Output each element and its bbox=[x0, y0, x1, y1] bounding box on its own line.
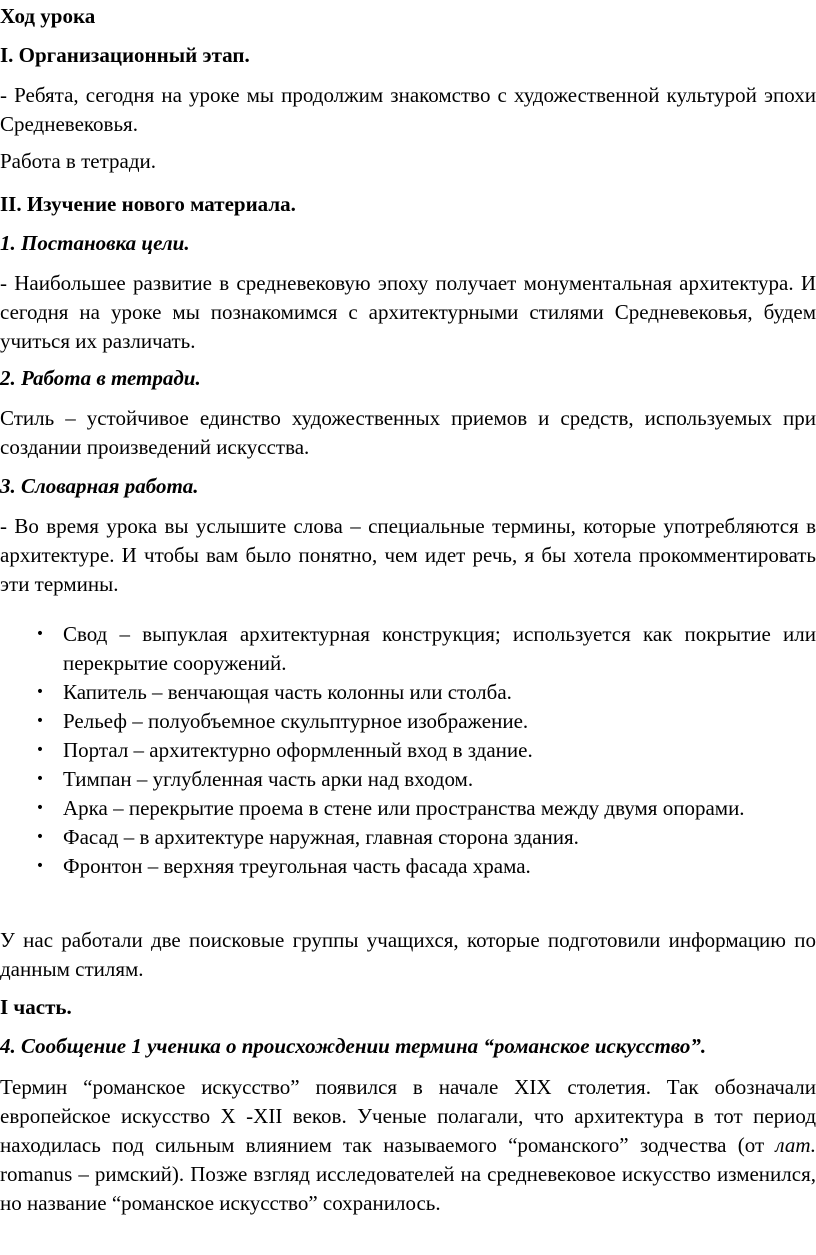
section1-heading: I. Организационный этап. bbox=[0, 43, 250, 67]
term-text: Капитель – венчающая часть колонны или столба. bbox=[63, 680, 512, 704]
subsection4-text-start: Термин “романское искусство” появился в начале XIX столетия. Так обозначали европейское искусство X -XII веков. Ученые полагали, что архитектура в тот период находилась под сильным влиянием так называемого “романского” зодчества (от bbox=[0, 1075, 816, 1157]
term-text: Рельеф – полуобъемное скульптурное изображение. bbox=[63, 709, 529, 733]
terms-list bbox=[0, 620, 816, 881]
bullet-icon: • bbox=[35, 858, 45, 874]
bullet-icon: • bbox=[35, 684, 45, 700]
subsection4-text bbox=[0, 1073, 816, 1218]
bullet-icon: • bbox=[35, 771, 45, 787]
section1-notebook: Работа в тетради. bbox=[0, 149, 157, 173]
subsection3-text: - Во время урока вы услышите слова – специальные термины, которые употребляются в архитектуре. И чтобы вам было понятно, чем идет речь, я бы хотела прокомментировать эти термины. bbox=[0, 514, 816, 596]
term-text: Фасад – в архитектуре наружная, главная сторона здания. bbox=[63, 825, 579, 849]
subsection1-heading: 1. Постановка цели. bbox=[0, 231, 190, 255]
bullet-icon: • bbox=[35, 626, 45, 642]
term-item bbox=[35, 620, 816, 678]
term-item bbox=[35, 765, 816, 794]
subsection3-heading: 3. Словарная работа. bbox=[0, 474, 199, 498]
term-item bbox=[35, 678, 816, 707]
bullet-icon: • bbox=[35, 742, 45, 758]
term-text: Тимпан – углубленная часть арки над входом. bbox=[63, 767, 474, 791]
lesson-title: Ход урока bbox=[0, 4, 96, 28]
subsection1-text: - Наибольшее развитие в средневековую эпоху получает монументальная архитектура. И сегодня на уроке мы познакомимся с архитектурными стилями Средневековья, будем учиться их различать. bbox=[0, 271, 816, 353]
term-item bbox=[35, 823, 816, 852]
term-text: Свод – выпуклая архитектурная конструкция; используется как покрытие или перекрытие сооружений. bbox=[63, 622, 816, 675]
term-item bbox=[35, 794, 816, 823]
subsection4-heading: 4. Сообщение 1 ученика о происхождении термина “романское искусство”. bbox=[0, 1034, 707, 1058]
term-item bbox=[35, 852, 816, 881]
subsection4-text-end: romanus – римский). Позже взгляд исследователей на средневековое искусство изменился, но название “романское искусство” сохранилось. bbox=[0, 1162, 816, 1215]
term-text: Портал – архитектурно оформленный вход в здание. bbox=[63, 738, 533, 762]
section2-heading: II. Изучение нового материала. bbox=[0, 192, 296, 216]
subsection2-text: Стиль – устойчивое единство художественных приемов и средств, используемых при создании произведений искусства. bbox=[0, 406, 816, 459]
section1-intro: - Ребята, сегодня на уроке мы продолжим знакомство с художественной культурой эпохи Средневековья. bbox=[0, 83, 816, 136]
bullet-icon: • bbox=[35, 829, 45, 845]
part1-heading: I часть. bbox=[0, 995, 72, 1019]
term-text: Арка – перекрытие проема в стене или пространства между двумя опорами. bbox=[63, 796, 745, 820]
bullet-icon: • bbox=[35, 713, 45, 729]
groups-text: У нас работали две поисковые группы учащихся, которые подготовили информацию по данным стилям. bbox=[0, 928, 816, 981]
term-item bbox=[35, 707, 816, 736]
term-text: Фронтон – верхняя треугольная часть фасада храма. bbox=[63, 854, 531, 878]
term-item bbox=[35, 736, 816, 765]
latin-abbreviation: лат. bbox=[775, 1133, 816, 1157]
subsection2-heading: 2. Работа в тетради. bbox=[0, 366, 201, 390]
bullet-icon: • bbox=[35, 800, 45, 816]
